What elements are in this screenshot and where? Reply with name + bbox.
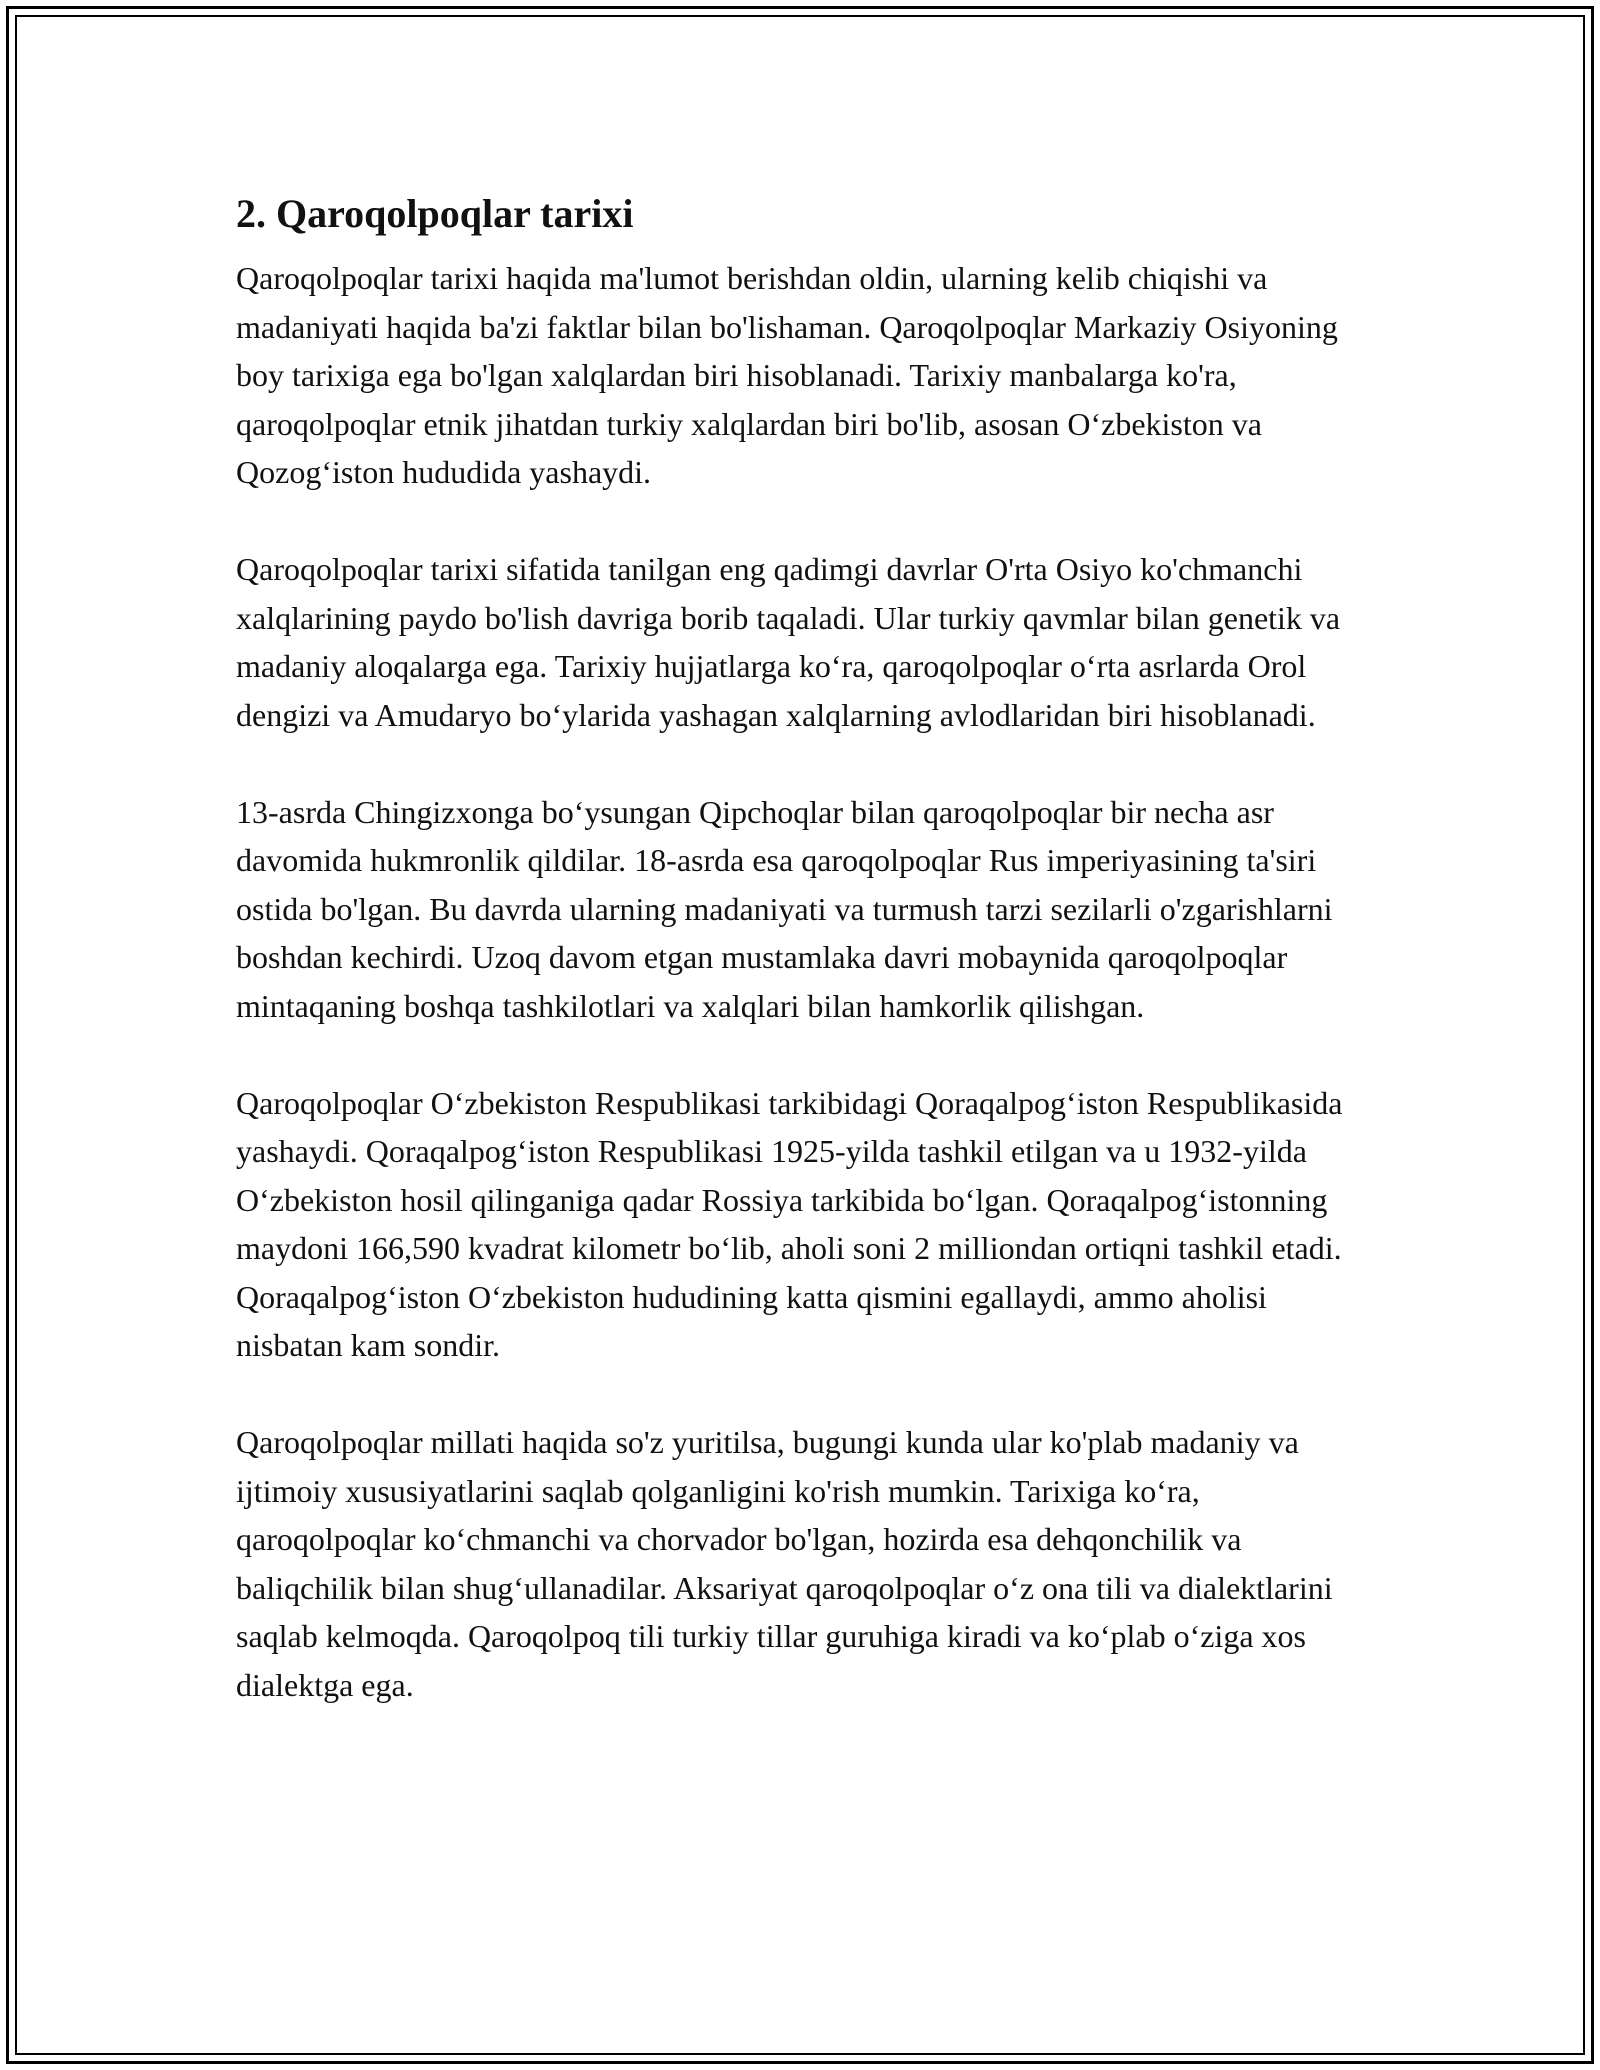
section-heading: 2. Qaroqolpoqlar tarixi: [236, 191, 634, 236]
paragraph-ancient-history: Qaroqolpoqlar tarixi sifatida tanilgan eng qadimgi davrlar O'rta Osiyo ko'chmanchi xalqlarining paydo bo'lish davriga borib taqaladi. Ular turkiy qavmlar bilan genetik va madaniy aloqalarga ega. Tarixiy hujjatlarga ko‘ra, qaroqolpoqlar o‘rta asrlarda Orol dengizi va Amudaryo bo‘ylarida yashagan xalqlarning avlodlaridan biri hisoblanadi.: [236, 551, 1341, 733]
paragraph-culture: Qaroqolpoqlar millati haqida so'z yuritilsa, bugungi kunda ular ko'plab madaniy va ijtimoiy xususiyatlarini saqlab qolganligini ko'rish mumkin. Tarixiga ko‘ra, qaroqolpoqlar ko‘chmanchi va chorvador bo'lgan, hozirda esa dehqonchilik va baliqchilik bilan shug‘ullanadilar. Aksariyat qaroqolpoqlar o‘z ona tili va dialektlarini saqlab kelmoqda. Qaroqolpoq tili turkiy tillar guruhiga kiradi va ko‘plab o‘ziga xos dialektga ega.: [236, 1424, 1333, 1703]
paragraph-republic: Qaroqolpoqlar O‘zbekiston Respublikasi tarkibidagi Qoraqalpog‘iston Respublikasida yashaydi. Qoraqalpog‘iston Respublikasi 1925-yilda tashkil etilgan va u 1932-yilda O‘zbekiston hosil qilinganiga qadar Rossiya tarkibida bo‘lgan. Qoraqalpog‘istonning maydoni 166,590 kvadrat kilometr bo‘lib, aholi soni 2 milliondan ortiqni tashkil etadi. Qoraqalpog‘iston O‘zbekiston hududining katta qismini egallaydi, ammo aholisi nisbatan kam sondir.: [236, 1084, 1343, 1363]
document-body: [236, 186, 1376, 1758]
paragraph-origins: Qaroqolpoqlar tarixi haqida ma'lumot berishdan oldin, ularning kelib chiqishi va madaniyati haqida ba'zi faktlar bilan bo'lishaman. Qaroqolpoqlar Markaziy Osiyoning boy tarixiga ega bo'lgan xalqlardan biri hisoblanadi. Tarixiy manbalarga ko'ra, qaroqolpoqlar etnik jihatdan turkiy xalqlardan biri bo'lib, asosan O‘zbekiston va Qozog‘iston hududida yashaydi.: [236, 260, 1338, 490]
paragraph-medieval-history: 13-asrda Chingizxonga bo‘ysungan Qipchoqlar bilan qaroqolpoqlar bir necha asr davomida hukmronlik qildilar. 18-asrda esa qaroqolpoqlar Rus imperiyasining ta'siri ostida bo'lgan. Bu davrda ularning madaniyati va turmush tarzi sezilarli o'zgarishlarni boshdan kechirdi. Uzoq davom etgan mustamlaka davri mobaynida qaroqolpoqlar mintaqaning boshqa tashkilotlari va xalqlari bilan hamkorlik qilishgan.: [236, 793, 1333, 1024]
